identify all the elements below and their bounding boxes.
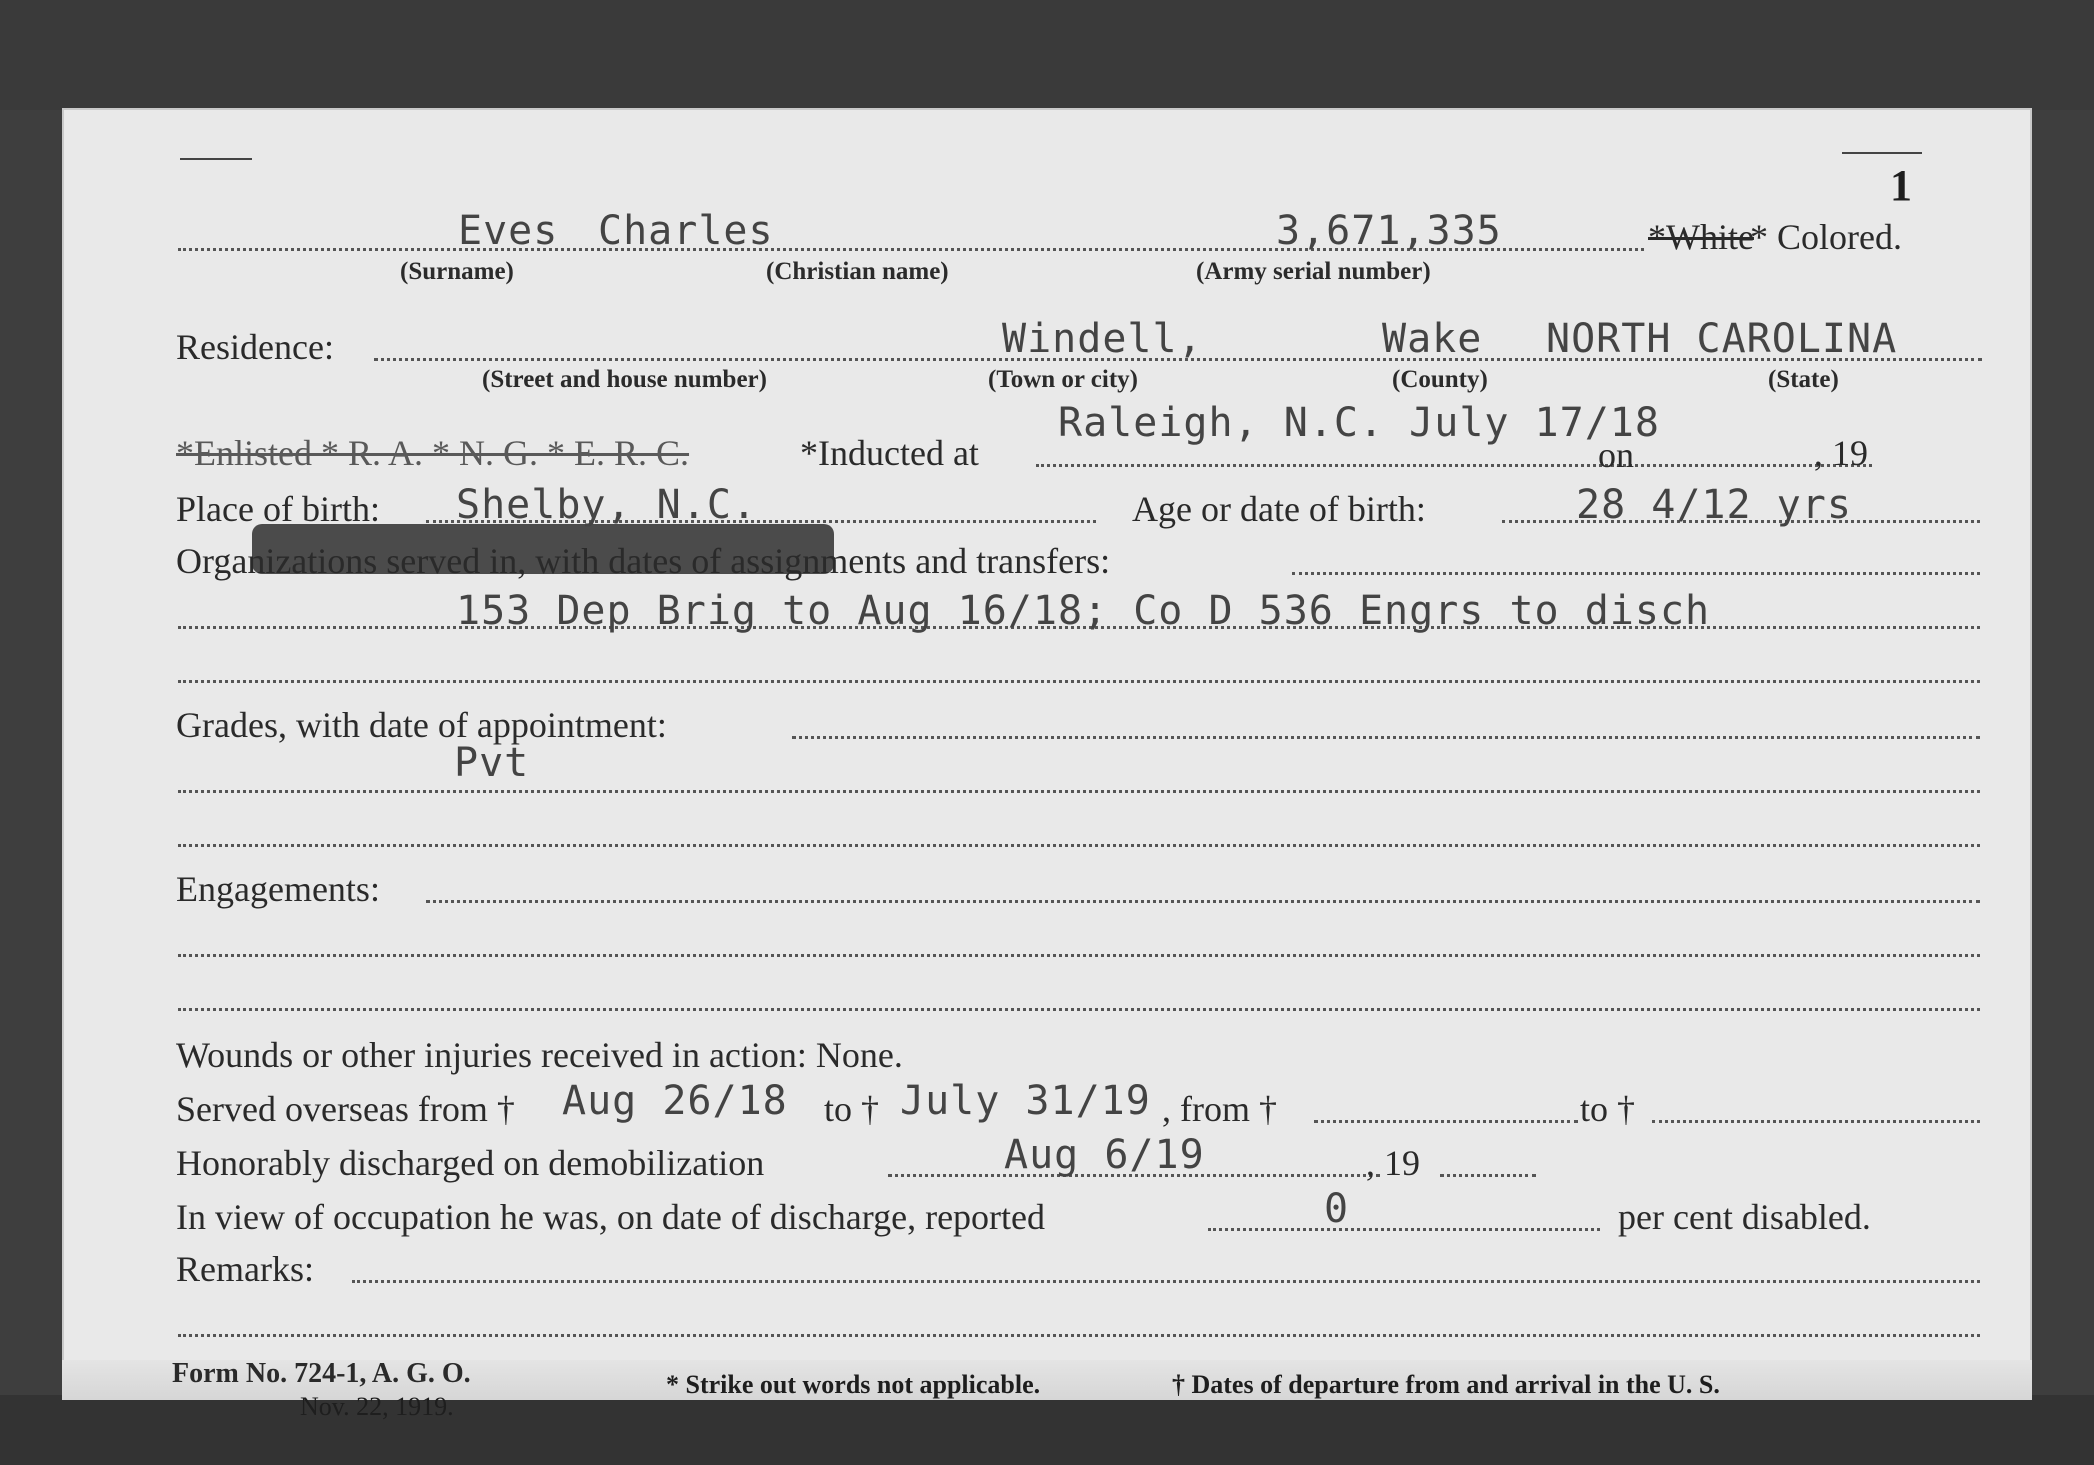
disabled-label: per cent disabled.: [1618, 1197, 1871, 1237]
overseas-to-dotted-line-2: [1652, 1120, 1980, 1123]
inducted-label: *Inducted at: [800, 433, 979, 473]
overseas-from-value: Aug 26/18: [562, 1078, 788, 1124]
organizations-value: 153 Dep Brig to Aug 16/18; Co D 536 Engrs to disch: [456, 588, 1711, 634]
service-record-card: [62, 108, 2032, 1421]
grades-value: Pvt: [454, 740, 530, 786]
discharge-year-dotted-line: [1440, 1174, 1536, 1177]
organizations-dotted-line-3: [178, 680, 1980, 683]
county-value: Wake: [1382, 316, 1483, 362]
footnote-dates: † Dates of departure from and arrival in the U. S.: [1172, 1370, 1720, 1399]
engagements-dotted-line-2: [178, 954, 1980, 957]
wounds-label: Wounds or other injuries received in action: None.: [176, 1035, 903, 1075]
serial-number-value: 3,671,335: [1276, 208, 1502, 254]
organizations-dotted-line-1: [1292, 572, 1980, 575]
organizations-label: Organizations served in, with dates of assignments and transfers:: [176, 541, 1111, 581]
engagements-dotted-line-1: [426, 900, 1980, 903]
inducted-value: Raleigh, N.C. July 17/18: [1058, 400, 1660, 446]
grades-dotted-line-3: [178, 844, 1980, 847]
street-caption: (Street and house number): [482, 366, 767, 393]
form-date: Nov. 22, 1919.: [300, 1392, 454, 1421]
christian-name-value: Charles: [598, 208, 774, 254]
discharge-year-prefix: , 19: [1366, 1143, 1420, 1183]
overseas-label: Served overseas from †: [176, 1089, 515, 1129]
town-value: Windell,: [1002, 316, 1203, 362]
remarks-label: Remarks:: [176, 1249, 314, 1289]
birth-place-label: Place of birth:: [176, 489, 380, 529]
christian-name-caption: (Christian name): [766, 258, 949, 285]
form-number: Form No. 724-1, A. G. O.: [172, 1358, 471, 1389]
remarks-dotted-line-1: [352, 1280, 1980, 1283]
county-caption: (County): [1392, 366, 1488, 393]
discharge-date-value: Aug 6/19: [1004, 1132, 1205, 1178]
surname-value: Eves: [458, 208, 559, 254]
footnote-strike-out: * Strike out words not applicable.: [666, 1370, 1041, 1399]
on-label: on: [1598, 435, 1634, 475]
overseas-to-label: to †: [824, 1089, 880, 1129]
age-label: Age or date of birth:: [1132, 489, 1426, 529]
race-colored-option: * Colored.: [1750, 217, 1902, 257]
grades-dotted-line-2: [178, 790, 1980, 793]
town-caption: (Town or city): [988, 366, 1138, 393]
engagements-dotted-line-3: [178, 1008, 1980, 1011]
state-value: NORTH CAROLINA: [1546, 316, 1898, 362]
card-number: 1: [1890, 161, 1912, 210]
discharge-label: Honorably discharged on demobilization: [176, 1143, 765, 1183]
inducted-year-prefix: , 19: [1814, 433, 1868, 473]
inducted-dotted-line: [1036, 464, 1872, 467]
top-left-rule: [180, 158, 252, 160]
overseas-to-value: July 31/19: [900, 1078, 1151, 1124]
disability-percent-value: 0: [1324, 1186, 1350, 1232]
enlisted-options: *Enlisted * R. A. * N. G. * E. R. C.: [176, 433, 690, 473]
grades-dotted-line-1: [792, 736, 1980, 739]
overseas-to-label-2: to †: [1580, 1089, 1636, 1129]
remarks-dotted-line-2: [178, 1334, 1980, 1337]
overseas-from-label-2: , from †: [1162, 1089, 1277, 1129]
scan-background-top: [0, 0, 2094, 110]
disability-dotted-line: [1208, 1228, 1600, 1231]
surname-caption: (Surname): [400, 258, 514, 285]
age-value: 28 4/12 yrs: [1576, 482, 1852, 528]
overseas-from-dotted-line-2: [1314, 1120, 1578, 1123]
residence-label: Residence:: [176, 327, 334, 367]
serial-number-caption: (Army serial number): [1196, 258, 1431, 285]
top-right-rule: [1842, 152, 1922, 154]
state-caption: (State): [1768, 366, 1839, 393]
occupation-label: In view of occupation he was, on date of discharge, reported: [176, 1197, 1046, 1237]
race-white-option: *White: [1648, 217, 1754, 257]
grades-label: Grades, with date of appointment:: [176, 705, 667, 745]
birth-place-value: Shelby, N.C.: [456, 482, 757, 528]
engagements-label: Engagements:: [176, 869, 380, 909]
